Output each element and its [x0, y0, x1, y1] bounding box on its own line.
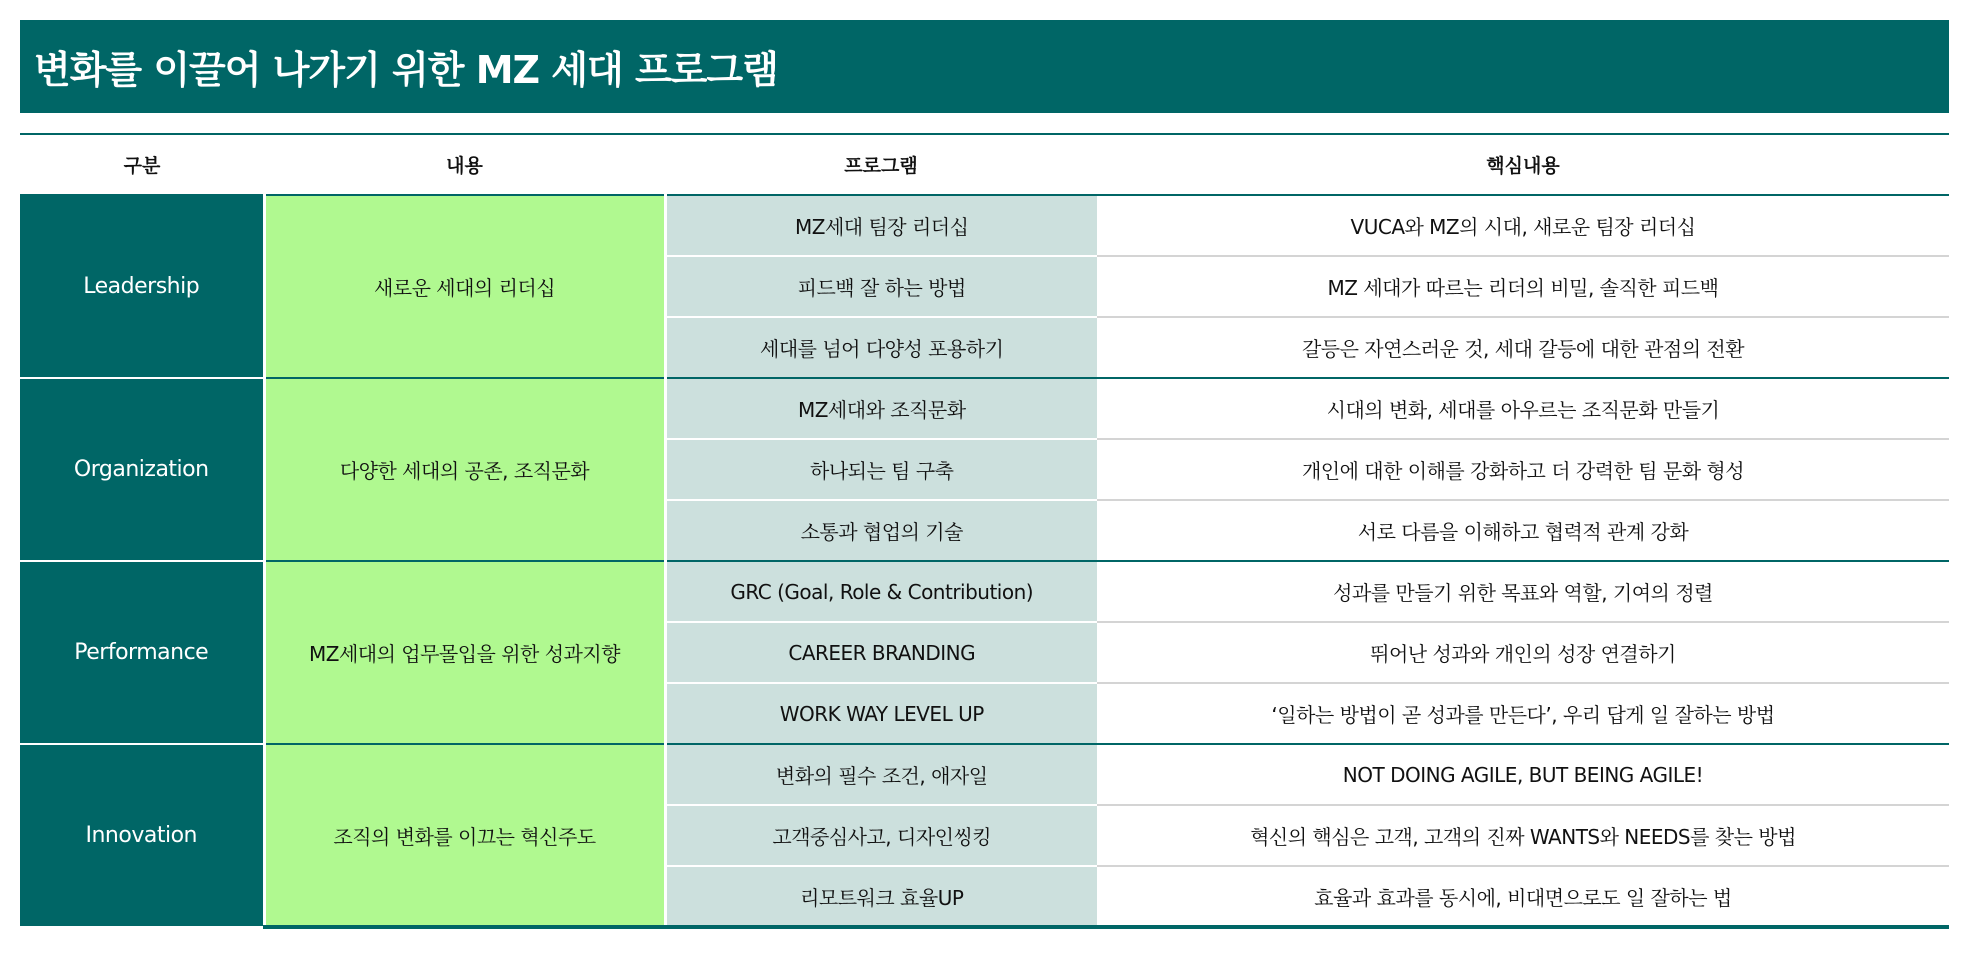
core-cell: 뛰어난 성과와 개인의 성장 연결하기	[1097, 622, 1949, 683]
header-content: 내용	[264, 134, 665, 195]
table-row	[20, 744, 1949, 805]
core-cell: NOT DOING AGILE, BUT BEING AGILE!	[1097, 744, 1949, 805]
core-cell: VUCA와 MZ의 시대, 새로운 팀장 리더십	[1097, 195, 1949, 256]
core-cell: MZ 세대가 따르는 리더의 비밀, 솔직한 피드백	[1097, 256, 1949, 317]
program-cell: 하나되는 팀 구축	[665, 439, 1097, 500]
header-category: 구분	[20, 134, 264, 195]
core-cell: 효율과 효과를 동시에, 비대면으로도 일 잘하는 법	[1097, 866, 1949, 927]
page-title: 변화를 이끌어 나가기 위한 MZ 세대 프로그램	[34, 48, 778, 92]
category-cell-innovation: Innovation	[20, 744, 264, 927]
program-cell: MZ세대와 조직문화	[665, 378, 1097, 439]
table-row	[20, 561, 1949, 622]
core-cell: 시대의 변화, 세대를 아우르는 조직문화 만들기	[1097, 378, 1949, 439]
category-cell-performance: Performance	[20, 561, 264, 744]
program-cell: GRC (Goal, Role & Contribution)	[665, 561, 1097, 622]
core-cell: 성과를 만들기 위한 목표와 역할, 기여의 정렬	[1097, 561, 1949, 622]
program-table	[20, 133, 1949, 929]
table-row	[20, 195, 1949, 256]
program-cell: MZ세대 팀장 리더십	[665, 195, 1097, 256]
category-cell-organization: Organization	[20, 378, 264, 561]
content-cell: 새로운 세대의 리더십	[264, 195, 665, 378]
core-cell: 갈등은 자연스러운 것, 세대 갈등에 대한 관점의 전환	[1097, 317, 1949, 378]
program-cell: CAREER BRANDING	[665, 622, 1097, 683]
program-cell: 세대를 넘어 다양성 포용하기	[665, 317, 1097, 378]
content-cell: MZ세대의 업무몰입을 위한 성과지향	[264, 561, 665, 744]
header-core: 핵심내용	[1097, 134, 1949, 195]
content-cell: 조직의 변화를 이끄는 혁신주도	[264, 744, 665, 927]
program-cell: WORK WAY LEVEL UP	[665, 683, 1097, 744]
program-cell: 변화의 필수 조건, 애자일	[665, 744, 1097, 805]
core-cell: 개인에 대한 이해를 강화하고 더 강력한 팀 문화 형성	[1097, 439, 1949, 500]
core-cell: 서로 다름을 이해하고 협력적 관계 강화	[1097, 500, 1949, 561]
content-cell: 다양한 세대의 공존, 조직문화	[264, 378, 665, 561]
table-header-row	[20, 134, 1949, 195]
program-cell: 고객중심사고, 디자인씽킹	[665, 805, 1097, 866]
program-cell: 소통과 협업의 기술	[665, 500, 1097, 561]
table-row	[20, 378, 1949, 439]
program-cell: 피드백 잘 하는 방법	[665, 256, 1097, 317]
header-program: 프로그램	[665, 134, 1097, 195]
category-cell-leadership: Leadership	[20, 195, 264, 378]
title-banner	[20, 20, 1949, 113]
core-cell: 혁신의 핵심은 고객, 고객의 진짜 WANTS와 NEEDS를 찾는 방법	[1097, 805, 1949, 866]
core-cell: ‘일하는 방법이 곧 성과를 만든다’, 우리 답게 일 잘하는 방법	[1097, 683, 1949, 744]
program-cell: 리모트워크 효율UP	[665, 866, 1097, 927]
